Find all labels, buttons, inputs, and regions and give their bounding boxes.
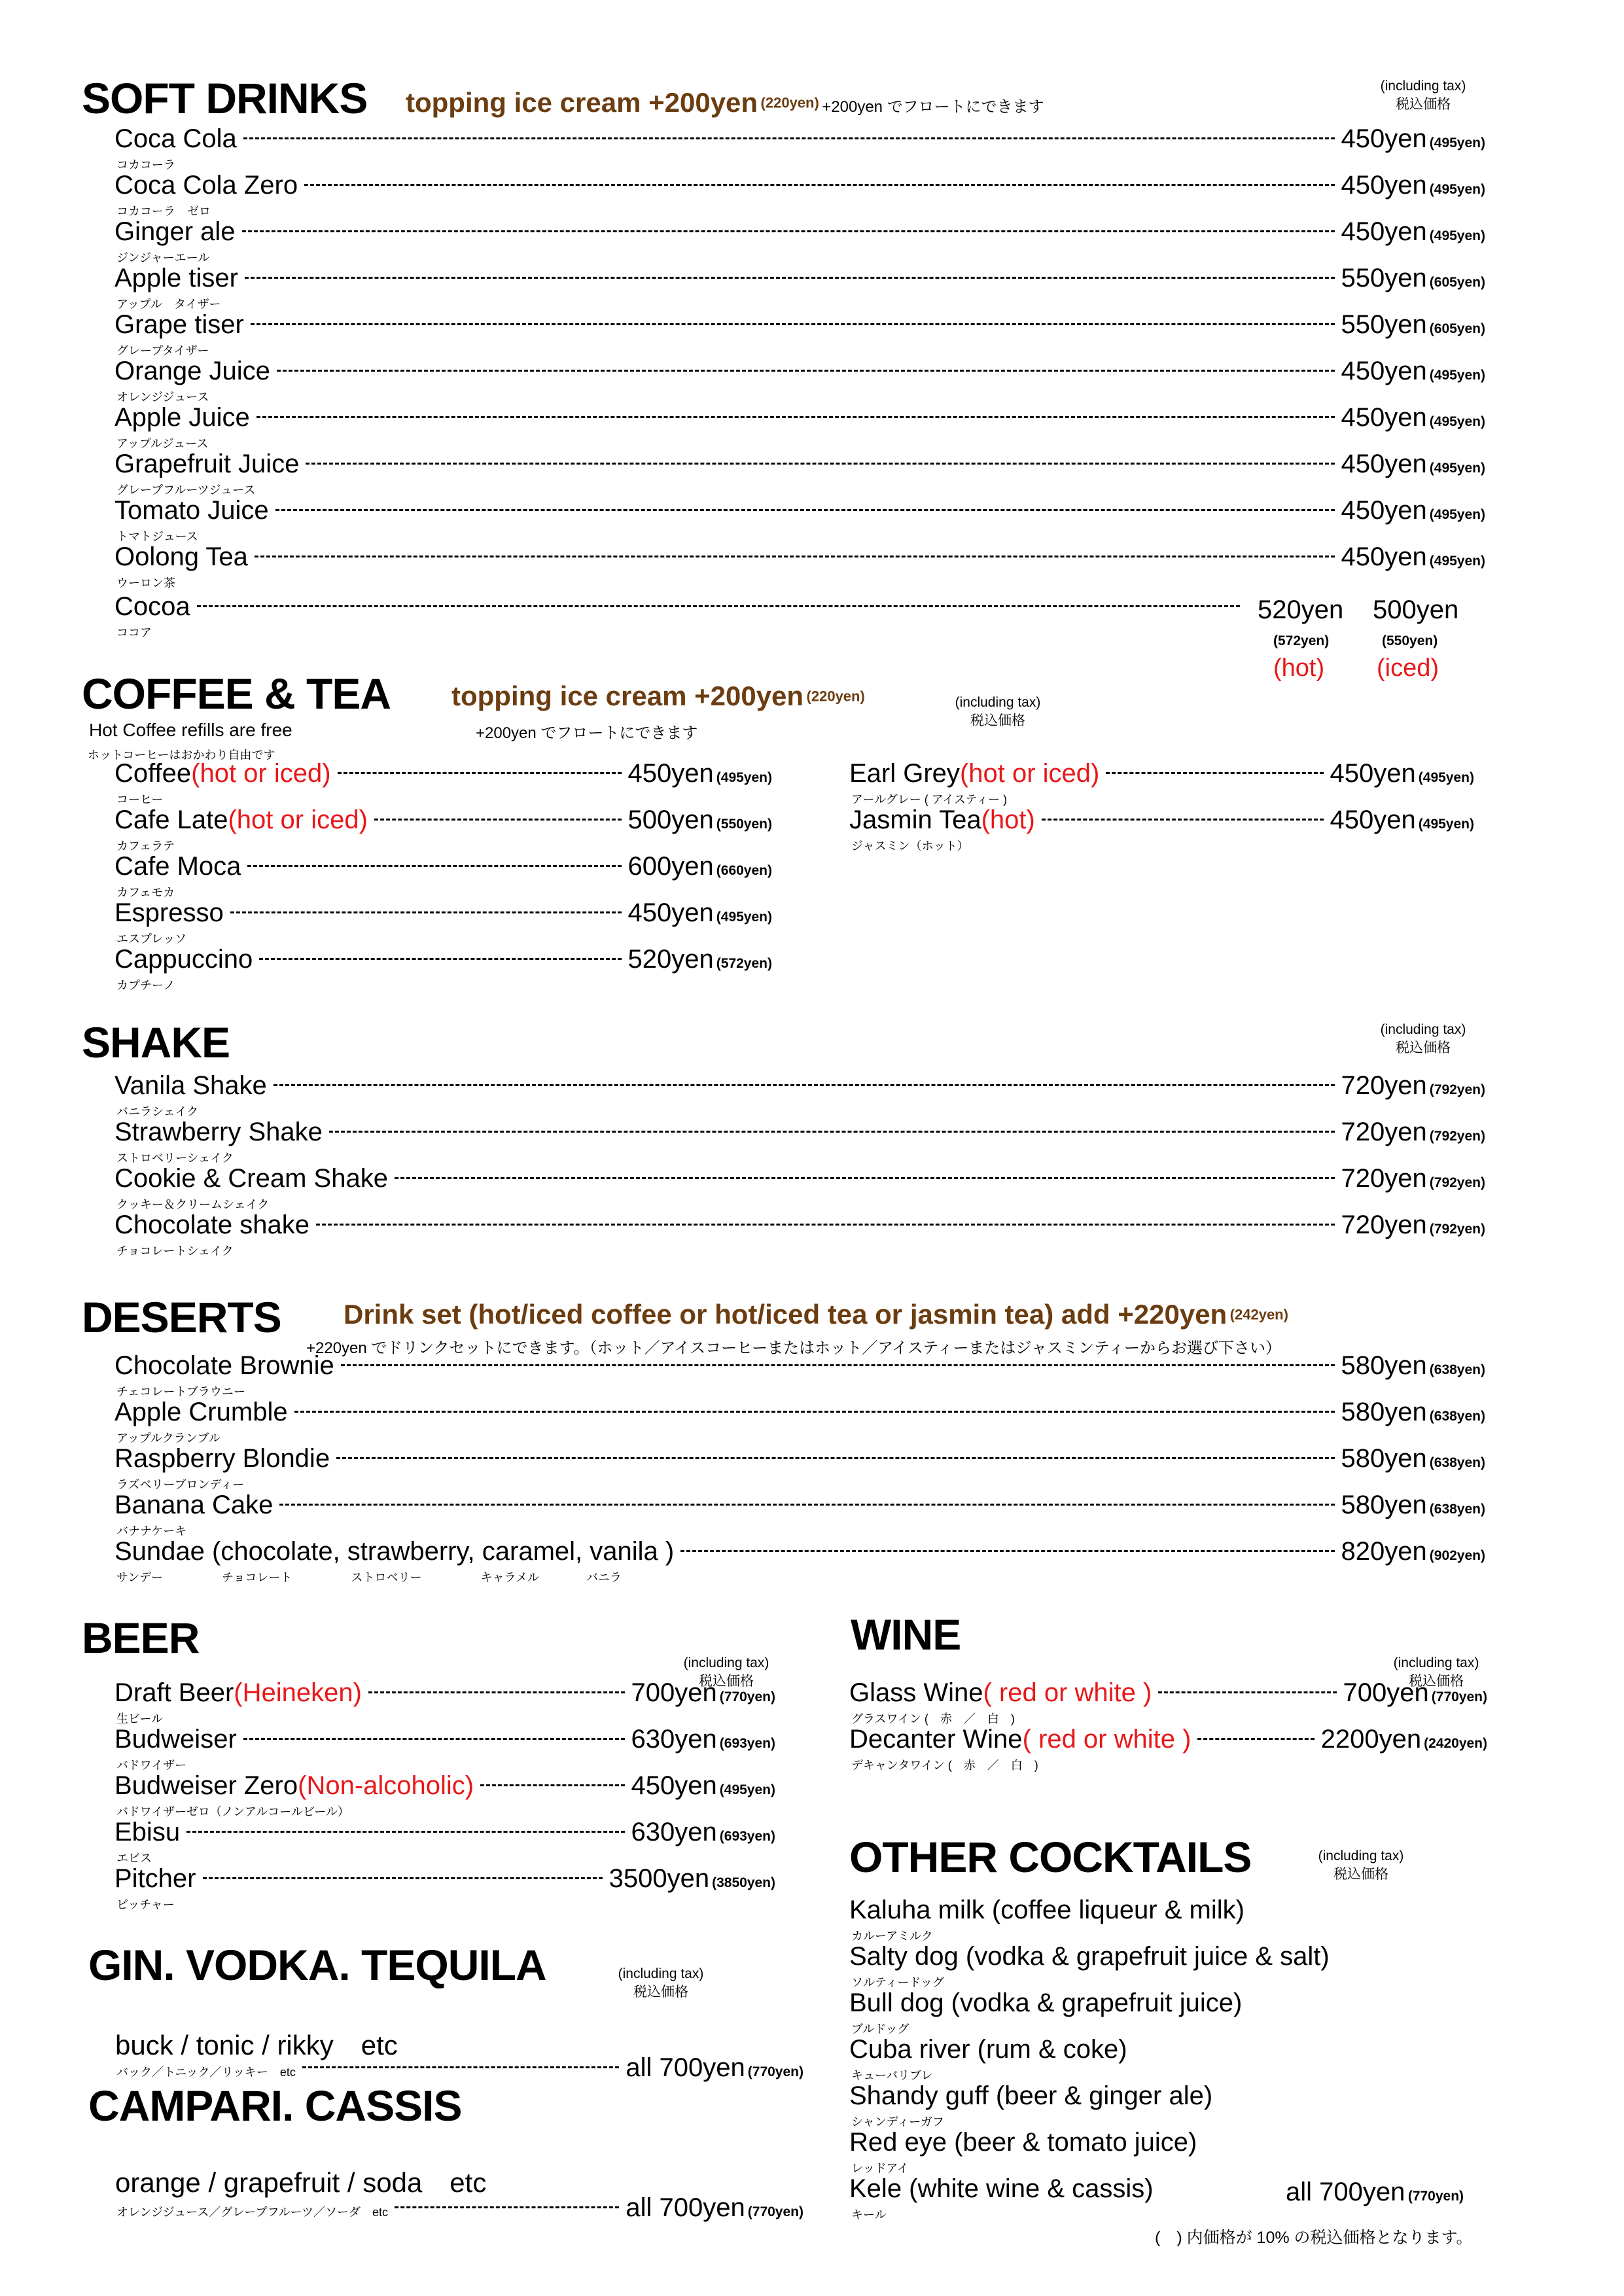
item-jp: コカコーラ <box>116 158 175 171</box>
item-tax-price: (792yen) <box>1429 1082 1485 1097</box>
gin-price-row <box>116 2053 803 2083</box>
item-jp: バニラシェイク <box>116 1105 199 1118</box>
dotted-leader <box>395 2206 619 2208</box>
campari-price: all 700yen <box>626 2193 745 2222</box>
item-name: Ebisu <box>115 1818 181 1846</box>
item-jp: グレープタイザー <box>116 344 209 357</box>
item-jp: コーヒー <box>116 793 164 806</box>
menu-item <box>115 1725 775 1754</box>
coffee-topping <box>451 680 865 712</box>
dotted-leader <box>680 1550 1334 1552</box>
gin-tax-label <box>605 1965 716 2002</box>
cocktail-jp: ブルドッグ <box>851 2022 909 2036</box>
menu-item <box>115 542 1485 572</box>
item-tax-price: (693yen) <box>719 1829 775 1844</box>
item-jp: カプチーノ <box>116 979 175 992</box>
item-tax-price: (495yen) <box>716 910 772 925</box>
cocktails-title: OTHER COCKTAILS <box>849 1833 1252 1881</box>
menu-item <box>115 450 1485 479</box>
tax-label-en: (including tax) <box>1380 1022 1466 1037</box>
menu-item <box>115 264 1485 293</box>
item-option: (hot or iced) <box>191 759 331 788</box>
dotted-leader <box>259 958 621 960</box>
item-tax-price: (495yen) <box>1418 770 1474 785</box>
item-option: (hot) <box>981 805 1035 834</box>
item-tax-price: (495yen) <box>719 1782 775 1797</box>
item-price: 450yen <box>1341 450 1427 478</box>
item-tax-price: (495yen) <box>1418 817 1474 832</box>
item-jp: エビス <box>116 1852 152 1865</box>
item-price: 720yen <box>1341 1164 1427 1193</box>
item-jp: トマトジュース <box>116 530 198 543</box>
menu-item <box>115 1118 1485 1147</box>
item-tax-price: (495yen) <box>1429 368 1485 383</box>
menu-item <box>115 171 1485 200</box>
dotted-leader <box>256 416 1335 418</box>
cocktail-jp: キール <box>851 2208 887 2221</box>
cocktail-name: Kele (white wine & cassis) <box>849 2174 1154 2203</box>
dotted-leader <box>243 1738 625 1740</box>
item-price: 3500yen <box>609 1864 710 1893</box>
item-name: Chocolate Brownie <box>115 1351 334 1380</box>
footer-note: ( ) 内価格が 10% の税込価格となります。 <box>1155 2229 1473 2247</box>
item-price: 720yen <box>1341 1071 1427 1100</box>
menu-item <box>115 1351 1485 1381</box>
item-name: Coca Cola Zero <box>115 171 298 200</box>
item-option: ( red or white ) <box>1022 1725 1192 1754</box>
item-tax-price: (770yen) <box>719 1689 775 1704</box>
menu-item <box>849 759 1474 788</box>
item-price: 450yen <box>1330 759 1416 788</box>
cocktail-name: Bull dog (vodka & grapefruit juice) <box>849 1988 1243 2017</box>
item-jp: チョコレートシェイク <box>116 1245 234 1258</box>
item-name: Draft Beer <box>115 1678 234 1707</box>
item-price: 550yen <box>1341 310 1427 339</box>
item-price: 580yen <box>1341 1398 1427 1426</box>
menu-item <box>115 898 772 928</box>
tax-label-en: (including tax) <box>683 1655 769 1670</box>
item-price: 520yen <box>627 945 714 974</box>
item-price: 700yen <box>631 1678 717 1707</box>
item-tax-price: (495yen) <box>716 770 772 785</box>
cocoa-hot-label: (hot) <box>1273 654 1325 682</box>
shake-title: SHAKE <box>82 1018 230 1067</box>
campari-tax-price: (770yen) <box>747 2204 803 2219</box>
dotted-leader <box>186 1831 624 1833</box>
tax-label-jp: 税込価格 <box>1396 1040 1451 1055</box>
item-tax-price: (495yen) <box>1429 228 1485 243</box>
dotted-leader <box>242 230 1335 232</box>
item-jp: チェコレートブラウニー <box>116 1385 245 1398</box>
item-jp: バドワイザーゼロ（ノンアルコールビール） <box>116 1805 349 1818</box>
campari-options-jp: オレンジジュース／グレープフルーツ／ソーダ etc <box>116 2206 389 2219</box>
dotted-leader <box>395 1177 1335 1179</box>
item-name: Vanila Shake <box>115 1071 267 1100</box>
item-name: Banana Cake <box>115 1491 274 1519</box>
item-tax-price: (605yen) <box>1429 275 1485 290</box>
menu-item <box>115 759 772 788</box>
menu-item <box>115 805 772 835</box>
wine-title: WINE <box>851 1610 961 1659</box>
item-jp: バナナケーキ <box>116 1525 187 1538</box>
gin-options: buck / tonic / rikky etc <box>115 2030 398 2060</box>
item-price: 450yen <box>1341 124 1427 153</box>
item-option: (Heineken) <box>234 1678 362 1707</box>
dotted-leader <box>1106 772 1323 774</box>
item-tax-price: (572yen) <box>716 956 772 971</box>
tax-label-jp: 税込価格 <box>1333 1867 1388 1882</box>
item-price: 630yen <box>631 1725 717 1754</box>
tax-label-en: (including tax) <box>618 1966 704 1981</box>
menu-item <box>115 217 1485 247</box>
dotted-leader <box>374 819 622 821</box>
item-tax-price: (495yen) <box>1429 554 1485 569</box>
menu-item <box>115 1678 775 1708</box>
menu-item <box>849 1678 1487 1708</box>
dotted-leader <box>338 772 622 774</box>
gin-title: GIN. VODKA. TEQUILA <box>88 1941 546 1989</box>
gin-options-jp: バック／トニック／リッキー etc <box>116 2066 296 2079</box>
item-jp: クッキー＆クリームシェイク <box>116 1198 270 1211</box>
menu-item <box>115 310 1485 340</box>
item-name: Apple Crumble <box>115 1398 288 1426</box>
cocktail-name: Red eye (beer & tomato juice) <box>849 2128 1197 2157</box>
refill-note-jp: ホットコーヒーはおかわり自由です <box>88 749 275 762</box>
item-jp: アップル タイザー <box>116 298 221 311</box>
item-name: Budweiser <box>115 1725 237 1754</box>
menu-item <box>115 1164 1485 1193</box>
item-jp: バドワイザー <box>116 1759 187 1772</box>
item-tax-price: (792yen) <box>1429 1222 1485 1237</box>
item-tax-price: (495yen) <box>1429 182 1485 197</box>
item-price: 450yen <box>1341 542 1427 571</box>
menu-item <box>115 1071 1485 1101</box>
item-tax-price: (638yen) <box>1429 1502 1485 1517</box>
drink-set-text: Drink set (hot/iced coffee or hot/iced tea or jasmin tea) add +220yen <box>344 1299 1227 1330</box>
dotted-leader <box>341 1364 1335 1366</box>
menu-item <box>115 1771 775 1801</box>
soft-topping <box>406 87 1044 118</box>
dotted-leader <box>279 1504 1334 1506</box>
tax-label-jp: 税込価格 <box>1396 97 1451 112</box>
item-name: Strawberry Shake <box>115 1118 323 1146</box>
item-jp: アールグレー ( アイスティー ) <box>851 793 1008 806</box>
menu-item-cocoa <box>115 592 1246 622</box>
menu-item <box>115 357 1485 386</box>
dotted-leader <box>274 1084 1335 1086</box>
item-name: Ginger ale <box>115 217 236 246</box>
cocoa-iced-label: (iced) <box>1377 654 1439 682</box>
cocktail-jp: シャンディーガフ <box>851 2115 944 2128</box>
item-price: 450yen <box>1341 171 1427 200</box>
shake-tax-label <box>1368 1021 1479 1057</box>
item-tax-price: (550yen) <box>716 817 772 832</box>
dotted-leader <box>251 323 1335 325</box>
item-name: Espresso <box>115 898 224 927</box>
item-price: 580yen <box>1341 1444 1427 1473</box>
item-name: Cocoa <box>115 592 190 621</box>
coffee-tea-title: COFFEE & TEA <box>82 669 391 718</box>
cocktail-jp: キューバリブレ <box>851 2069 933 2082</box>
tax-label-en: (including tax) <box>1380 79 1466 94</box>
item-jp: カフェモカ <box>116 886 175 899</box>
menu-item <box>115 852 772 881</box>
item-jp: アップルクランブル <box>116 1432 221 1445</box>
cocktails-price-value: all 700yen <box>1286 2178 1405 2206</box>
dotted-leader <box>275 509 1335 511</box>
item-price: 450yen <box>1341 496 1427 525</box>
item-price: 450yen <box>1341 217 1427 246</box>
dotted-leader <box>1042 819 1324 821</box>
dotted-leader <box>316 1224 1335 1226</box>
item-tax-price: (902yen) <box>1429 1548 1485 1563</box>
gin-tax-price: (770yen) <box>747 2064 803 2079</box>
item-price: 550yen <box>1341 264 1427 292</box>
menu-item <box>115 1537 1485 1566</box>
item-jp: コカコーラ ゼロ <box>116 205 211 218</box>
dotted-leader <box>302 2066 620 2068</box>
item-jp: ウーロン茶 <box>116 576 175 590</box>
campari-options: orange / grapefruit / soda etc <box>115 2167 487 2198</box>
item-jp: 生ビール <box>116 1712 163 1725</box>
dotted-leader <box>306 463 1334 465</box>
menu-item <box>849 805 1474 835</box>
item-name: Apple tiser <box>115 264 238 292</box>
item-jp: サンデー チョコレート ストロベリー キャラメル バニラ <box>116 1571 622 1584</box>
item-name: Cappuccino <box>115 945 253 974</box>
item-name: Coffee <box>115 759 192 788</box>
coffee-topping-text: topping ice cream +200yen <box>451 680 804 711</box>
item-jp: ココア <box>116 626 152 639</box>
item-price: 450yen <box>1330 805 1416 834</box>
dotted-leader <box>1197 1738 1314 1740</box>
menu-item <box>115 496 1485 525</box>
item-jp: ジンジャーエール <box>116 251 210 264</box>
dotted-leader <box>203 1877 603 1879</box>
item-name: Earl Grey <box>849 759 960 788</box>
item-name: Grape tiser <box>115 310 244 339</box>
dotted-leader <box>245 277 1335 279</box>
item-jp: ピッチャー <box>116 1898 175 1911</box>
item-tax-price: (495yen) <box>1429 507 1485 522</box>
item-option: (hot or iced) <box>228 805 368 834</box>
campari-title: CAMPARI. CASSIS <box>88 2081 462 2130</box>
soft-topping-text: topping ice cream +200yen <box>406 87 758 118</box>
cocktails-price <box>1286 2178 1464 2207</box>
dotted-leader <box>243 137 1335 139</box>
beer-title: BEER <box>82 1614 200 1662</box>
campari-price-row <box>116 2193 803 2223</box>
cocktail-jp: ソルティードッグ <box>851 1976 944 1989</box>
item-name: Raspberry Blondie <box>115 1444 330 1473</box>
item-price: 2200yen <box>1320 1725 1422 1754</box>
dotted-leader <box>1158 1691 1336 1693</box>
cocktails-tax-price: (770yen) <box>1407 2189 1464 2204</box>
drink-set-tax: (242yen) <box>1229 1306 1288 1323</box>
dotted-leader <box>277 370 1335 372</box>
dotted-leader <box>197 605 1240 607</box>
menu-item <box>115 124 1485 154</box>
cocoa-hot-tax: (572yen) <box>1273 633 1330 648</box>
item-price: 720yen <box>1341 1118 1427 1146</box>
item-option: ( red or white ) <box>983 1678 1152 1707</box>
item-jp: エスプレッソ <box>116 932 187 945</box>
item-name: Sundae (chocolate, strawberry, caramel, vanila ) <box>115 1537 675 1566</box>
menu-item <box>849 1725 1487 1754</box>
item-name: Cookie & Cream Shake <box>115 1164 388 1193</box>
dotted-leader <box>247 865 621 867</box>
tax-label-en: (including tax) <box>1318 1848 1404 1863</box>
item-name: Decanter Wine <box>849 1725 1023 1754</box>
cocktails-tax-label <box>1305 1847 1417 1884</box>
item-jp: ジャスミン（ホット） <box>851 839 969 853</box>
item-price: 630yen <box>631 1818 717 1846</box>
soft-drinks-title: SOFT DRINKS <box>82 74 368 122</box>
tax-label-jp: 税込価格 <box>699 1674 754 1689</box>
drink-set <box>344 1299 1288 1330</box>
menu-item <box>115 1210 1485 1240</box>
cocoa-hot-price: 520yen <box>1258 595 1344 624</box>
item-price: 580yen <box>1341 1491 1427 1519</box>
item-tax-price: (495yen) <box>1429 135 1485 150</box>
item-price: 600yen <box>627 852 714 881</box>
item-jp: デキャンタワイン ( 赤 ／ 白 ) <box>851 1759 1038 1772</box>
menu-item <box>115 1398 1485 1427</box>
dotted-leader <box>329 1131 1335 1133</box>
dotted-leader <box>255 556 1335 557</box>
item-name: Orange Juice <box>115 357 270 385</box>
item-tax-price: (638yen) <box>1429 1362 1485 1377</box>
cocktail-jp: カルーアミルク <box>851 1930 933 1943</box>
dotted-leader <box>368 1691 625 1693</box>
deserts-title: DESERTS <box>82 1293 281 1341</box>
item-jp: カフェラテ <box>116 839 175 853</box>
coffee-topping-tax: (220yen) <box>806 688 865 705</box>
cocktail-name: Salty dog (vodka & grapefruit juice & salt) <box>849 1942 1330 1971</box>
drink-set-jp: +220yen でドリンクセットにできます。（ホット／アイスコーヒーまたはホット／アイスティーまたはジャスミンティーからお選び下さい） <box>306 1339 1281 1357</box>
cocktail-name: Shandy guff (beer & ginger ale) <box>849 2081 1213 2110</box>
tax-label-en: (including tax) <box>1393 1655 1479 1670</box>
item-name: Budweiser Zero <box>115 1771 298 1800</box>
item-tax-price: (3850yen) <box>712 1875 775 1890</box>
item-tax-price: (693yen) <box>719 1736 775 1751</box>
item-tax-price: (495yen) <box>1429 414 1485 429</box>
item-tax-price: (792yen) <box>1429 1175 1485 1190</box>
item-name: Cafe Late <box>115 805 228 834</box>
item-tax-price: (770yen) <box>1431 1689 1487 1704</box>
tax-label-jp: 税込価格 <box>970 713 1025 728</box>
item-price: 700yen <box>1343 1678 1429 1707</box>
cocktail-name: Cuba river (rum & coke) <box>849 2035 1127 2064</box>
cocktail-name: Kaluha milk (coffee liqueur & milk) <box>849 1896 1244 1924</box>
item-name: Apple Juice <box>115 403 250 432</box>
menu-item <box>115 1444 1485 1474</box>
item-jp: アップルジュース <box>116 437 209 450</box>
item-price: 450yen <box>1341 357 1427 385</box>
item-name: Chocolate shake <box>115 1210 309 1239</box>
coffee-topping-jp: +200yen でフロートにできます <box>476 724 698 742</box>
item-price: 450yen <box>631 1771 717 1800</box>
cocoa-iced-price: 500yen <box>1373 595 1459 624</box>
item-tax-price: (792yen) <box>1429 1129 1485 1144</box>
menu-item <box>115 1864 775 1894</box>
item-name: Tomato Juice <box>115 496 269 525</box>
cocktail-jp: レッドアイ <box>851 2162 909 2175</box>
tax-label-jp: 税込価格 <box>1409 1674 1464 1689</box>
dotted-leader <box>304 184 1334 186</box>
menu-item <box>115 1491 1485 1520</box>
cocoa-iced-tax: (550yen) <box>1382 633 1438 648</box>
item-jp: ラズベリーブロンディー <box>116 1478 245 1491</box>
item-option: (hot or iced) <box>959 759 1100 788</box>
item-name: Glass Wine <box>849 1678 983 1707</box>
menu-item <box>115 403 1485 433</box>
item-tax-price: (660yen) <box>716 863 772 878</box>
item-tax-price: (638yen) <box>1429 1455 1485 1470</box>
refill-note: Hot Coffee refills are free <box>89 720 292 740</box>
tax-label-jp: 税込価格 <box>633 1985 688 2000</box>
item-jp: グラスワイン ( 赤 ／ 白 ) <box>851 1712 1015 1725</box>
item-tax-price: (638yen) <box>1429 1409 1485 1424</box>
dotted-leader <box>480 1784 624 1786</box>
item-tax-price: (495yen) <box>1429 461 1485 476</box>
item-name: Pitcher <box>115 1864 196 1893</box>
dotted-leader <box>336 1457 1334 1459</box>
soft-topping-jp: +200yen でフロートにできます <box>822 98 1044 116</box>
item-tax-price: (2420yen) <box>1424 1736 1487 1751</box>
item-price: 720yen <box>1341 1210 1427 1239</box>
item-price: 820yen <box>1341 1537 1427 1566</box>
item-name: Coca Cola <box>115 124 237 153</box>
dotted-leader <box>294 1411 1335 1413</box>
item-name: Cafe Moca <box>115 852 241 881</box>
item-price: 450yen <box>627 898 714 927</box>
tax-label-en: (including tax) <box>955 695 1041 710</box>
item-price: 580yen <box>1341 1351 1427 1380</box>
gin-price: all 700yen <box>626 2053 745 2082</box>
item-jp: ストロベリーシェイク <box>116 1152 234 1165</box>
item-name: Jasmin Tea <box>849 805 981 834</box>
item-jp: オレンジジュース <box>116 391 209 404</box>
item-name: Grapefruit Juice <box>115 450 300 478</box>
soft-topping-tax: (220yen) <box>760 94 819 111</box>
menu-item <box>115 1818 775 1847</box>
item-price: 450yen <box>1341 403 1427 432</box>
item-price: 500yen <box>627 805 714 834</box>
item-option: (Non-alcoholic) <box>298 1771 474 1800</box>
item-name: Oolong Tea <box>115 542 248 571</box>
item-jp: グレープフルーツジュース <box>116 484 256 497</box>
item-price: 450yen <box>627 759 714 788</box>
menu-item <box>115 945 772 974</box>
soft-tax-label <box>1368 77 1479 114</box>
item-tax-price: (605yen) <box>1429 321 1485 336</box>
coffee-tax-label <box>942 694 1053 730</box>
dotted-leader <box>230 911 622 913</box>
